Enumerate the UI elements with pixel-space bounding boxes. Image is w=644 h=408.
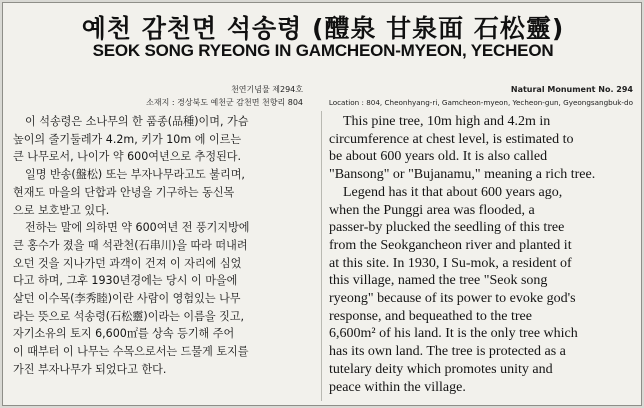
english-line: response, and bequeathed to the tree xyxy=(329,308,532,324)
english-line: tutelary deity which promotes unity and xyxy=(329,361,553,377)
korean-line: 오던 것을 지나가던 과객이 건져 이 자리에 심었 xyxy=(13,256,242,270)
english-line: at this site. In 1930, I Su-mok, a resident of xyxy=(329,255,572,271)
korean-meta xyxy=(146,83,303,109)
korean-line: 다고 하며, 그후 1930년경에는 당시 이 마을에 xyxy=(13,274,238,288)
english-line: circumference at chest level, is estimated to xyxy=(329,131,574,147)
english-line: this village, named the tree "Seok song xyxy=(329,273,548,289)
monument-plaque xyxy=(2,2,642,406)
english-line: 6,600m² of his land. It is the only tree which xyxy=(329,326,578,342)
korean-line: 가진 부자나무가 되었다고 한다. xyxy=(13,362,167,376)
english-line: has its own land. The tree is protected as a xyxy=(329,344,566,360)
korean-location: 소재지 : 경상북도 예천군 감천면 천향리 804 xyxy=(146,98,303,107)
english-body xyxy=(329,113,635,396)
korean-line: 높이의 줄기둘레가 4.2m, 키가 10m 에 이르는 xyxy=(13,132,242,146)
english-designation: Natural Monument No. 294 xyxy=(510,85,633,94)
english-line: ryeong" because of its power to evoke god's xyxy=(329,291,576,307)
korean-line: 전하는 말에 의하면 약 600여년 전 풍기지방에 xyxy=(25,221,250,235)
column-divider xyxy=(321,111,322,401)
english-line: from the Seokgancheon river and planted it xyxy=(329,237,572,253)
english-line: This pine tree, 10m high and 4.2m in xyxy=(343,114,551,129)
korean-body xyxy=(13,113,313,379)
korean-line: 현재도 마을의 단합과 안녕을 기구하는 동신목 xyxy=(13,185,235,199)
english-line: peace within the village. xyxy=(329,379,466,395)
english-meta xyxy=(323,83,633,109)
korean-line: 큰 홍수가 졌을 때 석관천(石串川)을 따라 떠내려 xyxy=(13,238,248,252)
korean-line: 으로 보호받고 있다. xyxy=(13,203,110,217)
korean-line: 이 때부터 이 나무는 수목으로서는 드물게 토지를 xyxy=(13,345,249,359)
korean-line: 이 석송령은 소나무의 한 품종(品種)이며, 가슴 xyxy=(25,115,249,128)
english-title: SEOK SONG RYEONG IN GAMCHEON-MYEON, YECHEON xyxy=(92,41,554,60)
english-line: be about 600 years old. It is also called xyxy=(329,149,548,165)
korean-title: 예천 감천면 석송령 (醴泉 甘泉面 石松靈) xyxy=(81,14,565,43)
english-line: "Bansong" or "Bujanamu," meaning a rich tree. xyxy=(329,167,596,183)
english-line: when the Punggi area was flooded, a xyxy=(329,202,535,218)
korean-line: 자기소유의 토지 6,600㎡를 상속 등기해 주어 xyxy=(13,327,235,341)
korean-line: 살던 이수목(李秀睦)이란 사람이 영험있는 나무 xyxy=(13,292,241,306)
korean-designation: 천연기념물 제294호 xyxy=(231,85,303,94)
korean-line: 큰 나무로서, 나이가 약 600여년으로 추정된다. xyxy=(13,150,242,164)
korean-line: 라는 뜻으로 석송령(石松靈)이라는 이름을 짓고, xyxy=(13,309,245,323)
english-location: Location : 804, Cheonhyang-ri, Gamcheon-myeon, Yecheon-gun, Gyeongsangbuk-do xyxy=(328,98,633,107)
english-line: passer-by plucked the seedling of this tree xyxy=(329,220,565,236)
korean-line: 일명 반송(盤松) 또는 부자나무라고도 불리며, xyxy=(25,168,245,182)
english-line: Legend has it that about 600 years ago, xyxy=(343,184,563,200)
